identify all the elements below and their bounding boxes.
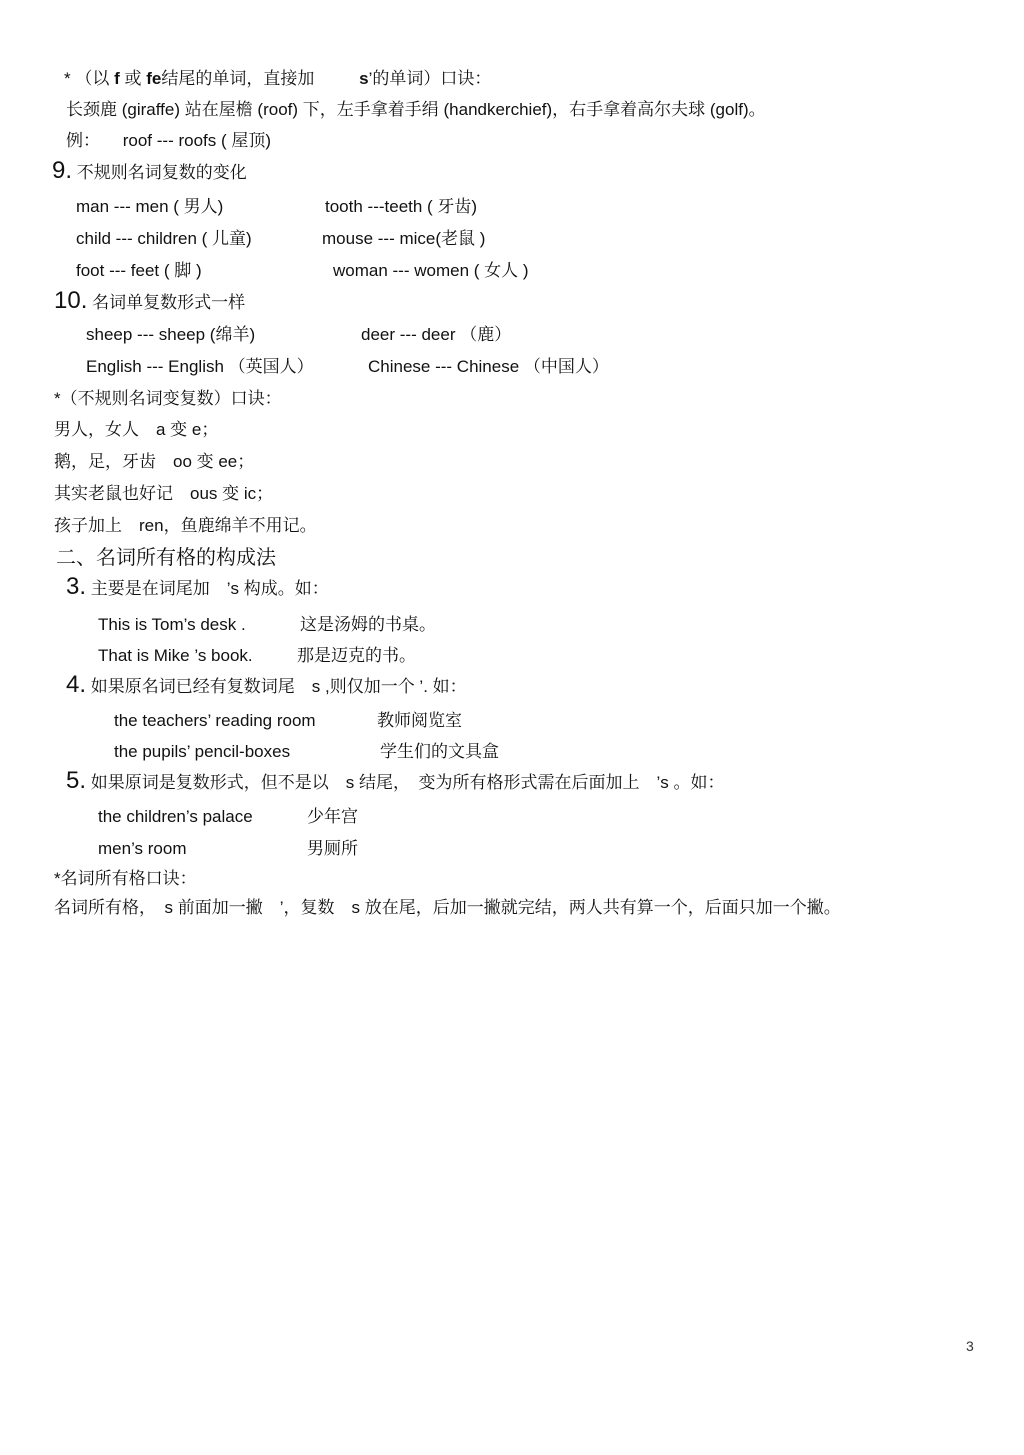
item-5-heading [66,767,725,794]
item-4-text: 如果原名词已经有复数词尾 s ,则仅加一个 ’. 如： [90,677,467,696]
item-4-example-2-en: the pupils’ pencil-boxes [114,742,291,761]
item-5-number: 5. [66,767,87,794]
item-5-example-2-zh: 男厕所 [307,839,358,858]
letter-s: s [359,69,369,88]
item-4-example-2-zh: 学生们的文具盒 [380,742,499,761]
section-10-row-2-right: Chinese --- Chinese （中国人） [368,357,609,376]
item-4-heading [66,671,467,698]
item-3-number: 3. [66,573,87,600]
section-10-row-2-left: English --- English （英国人） [86,357,314,376]
item-5-text: 如果原词是复数形式，但不是以 s 结尾， 变为所有格形式需在后面加上 ’s 。如： [90,773,725,792]
item-3-text: 主要是在词尾加 ’s 构成。如： [90,579,329,598]
irregular-mnemonic-line-4: 孩子加上 ren，鱼鹿绵羊不用记。 [54,516,317,535]
section-9-heading [52,157,247,184]
section-9-row-2-right: mouse --- mice(老鼠 ) [322,229,486,248]
or-text: 或 [124,69,142,88]
item-4-number: 4. [66,671,87,698]
irregular-mnemonic-line-2: 鹅，足，牙齿 oo 变 ee； [54,452,255,471]
possessive-heading: 二、名词所有格的构成法 [56,547,276,569]
item-5-example-1-zh: 少年宫 [307,807,358,826]
item-5-example-1-en: the children’s palace [98,807,253,826]
rule-text-1: 结尾的单词，直接加 [161,69,315,88]
section-9-number: 9. [52,157,73,184]
item-3-heading [66,573,329,600]
rule-f-fe-title [64,68,491,90]
open-paren: （以 [75,69,110,88]
item-4-example-1-en: the teachers’ reading room [114,711,316,730]
item-3-example-1-zh: 这是汤姆的书桌。 [300,615,436,634]
section-10-heading [54,287,246,314]
letter-f: f [114,69,120,88]
section-10-title: 名词单复数形式一样 [92,293,246,312]
irregular-mnemonic-line-1: 男人，女人 a 变 e； [54,420,219,439]
rule-text-2: ’的单词）口诀： [368,69,492,88]
example-label: 例： [66,131,100,150]
possessive-mnemonic-title: *名词所有格口诀： [54,869,197,888]
section-10-row-1-left: sheep --- sheep (绵羊) [86,325,256,344]
section-9-row-1-right: tooth ---teeth ( 牙齿) [325,197,478,216]
item-5-example-2-en: men’s room [98,839,187,858]
section-9-row-3-left: foot --- feet ( 脚 ) [76,261,202,280]
example-line [66,130,271,152]
item-4-example-1-zh: 教师阅览室 [377,711,462,730]
section-10-number: 10. [54,287,88,314]
item-3-example-2-en: That is Mike ’s book. [98,646,253,665]
page-number: 3 [966,1338,974,1354]
irregular-mnemonic-line-3: 其实老鼠也好记 ous 变 ic； [54,484,274,503]
section-9-row-1-left: man --- men ( 男人) [76,197,224,216]
giraffe-sentence: 长颈鹿 (giraffe) 站在屋檐 (roof) 下，左手拿着手绢 (handkerchief)，右手拿着高尔夫球 (golf)。 [66,100,766,119]
section-9-row-3-right: woman --- women ( 女人 ) [333,261,529,280]
item-3-example-1-en: This is Tom’s desk . [98,615,246,634]
section-10-row-1-right: deer --- deer （鹿） [361,325,512,344]
section-9-row-2-left: child --- children ( 儿童) [76,229,252,248]
letter-fe: fe [146,69,162,88]
irregular-mnemonic-title: *（不规则名词变复数）口诀： [54,389,282,408]
star: * [64,69,71,88]
section-9-title: 不规则名词复数的变化 [76,163,247,182]
item-3-example-2-zh: 那是迈克的书。 [297,646,416,665]
possessive-mnemonic-text: 名词所有格， s 前面加一撇 ’，复数 s 放在尾，后加一撇就完结，两人共有算一个，后面只加一个撇。 [54,898,841,917]
example-roof: roof --- roofs ( 屋顶) [122,131,272,150]
